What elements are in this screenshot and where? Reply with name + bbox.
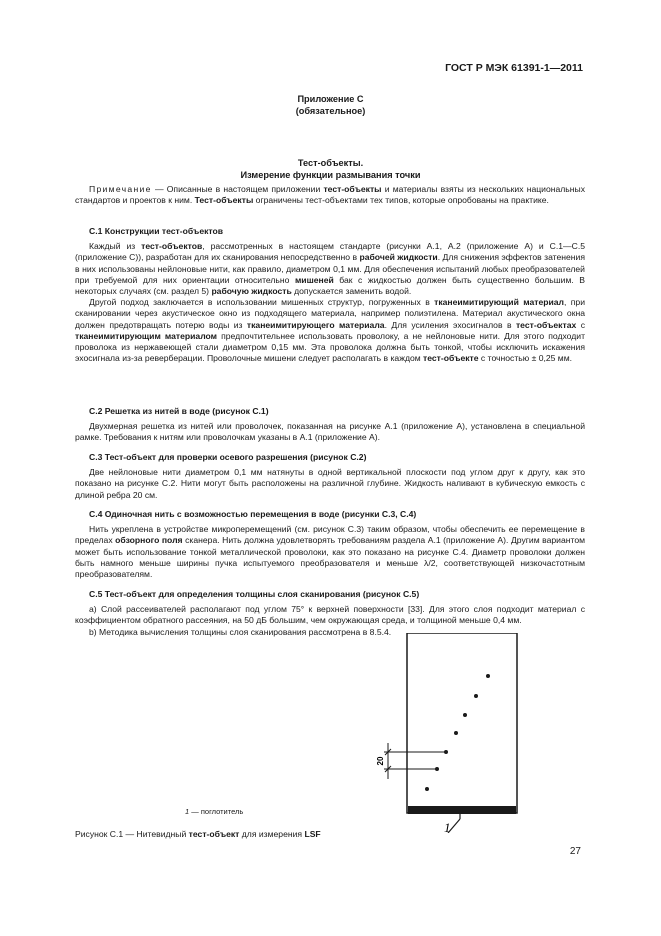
text-run: сканера. Нить должна удовлетворять требованиям раздела А.1 (приложение А). Другим вариантом может быть использование тонкой металлической проволоки, как это показано на рисунке С.4. Диаметр проволоки должен быть намного меньше ширины пучка испытуемого преобразователя и меньше λ/2, соответствующей низкочастотным преобразователям. — [75, 535, 586, 580]
c4-heading: С.4 Одиночная нить с возможностью перемещения в воде (рисунки С.3, С.4) — [89, 509, 417, 519]
term-bold: тест-объекте — [423, 353, 479, 364]
page-number: 27 — [569, 846, 581, 857]
term-bold: тест-объекты — [323, 184, 382, 194]
tank-outline — [407, 633, 517, 813]
caption-term: тест-объект — [188, 829, 240, 839]
caption-text: Рисунок С.1 — Нитевидный — [75, 829, 189, 839]
text-run: допускается заменить водой. — [291, 286, 412, 297]
term-bold: рабочей жидкости — [359, 252, 438, 263]
text-run: Нить укреплена в устройстве микроперемещений (см. рисунок С.3) таким образом, чтобы обеспечить ее перемещение в пределах — [75, 524, 585, 546]
filament-target — [425, 787, 429, 791]
term-bold: рабочую жидкость — [211, 286, 292, 297]
c1-paragraph-1 — [75, 241, 585, 297]
text-run: , рассмотренных в настоящем стандарте (рисунки А.1, А.2 (приложение А) и С.1—С.5 (приложение С)), разработан для их сканирования непосредственно в — [75, 241, 585, 263]
filament-target — [486, 674, 490, 678]
c2-heading: С.2 Решетка из нитей в воде (рисунок С.1) — [89, 406, 269, 416]
c3-heading: С.3 Тест-объект для проверки осевого разрешения (рисунок С.2) — [89, 452, 367, 462]
text-run: , при сканировании через акустическое окно из подходящего материала, например полиэтилена. Материал акустического окна должен предотвращать потерю воды из — [75, 297, 585, 330]
text-run: бак с жидкостью должен быть существенно большим. В некоторых случаях (см. раздел 5) — [75, 274, 585, 297]
c3-paragraph: Две нейлоновые нити диаметром 0,1 мм натянуты в одной вертикальной плоскости под углом друг к другу, как это показано на рисунке С.2. Нити могут быть расположены на различной глубине. Жидкость наливают в кубическую емкость с длиной ребра 20 см. — [75, 467, 585, 500]
note-label: Примечание — [89, 184, 152, 194]
section-c2 — [75, 406, 585, 444]
section-c4 — [75, 509, 585, 580]
c1-paragraph-2 — [75, 297, 585, 364]
figure-legend — [185, 807, 243, 816]
appendix-subtitle: (обязательное) — [295, 106, 366, 116]
section-c5 — [75, 589, 585, 638]
c2-paragraph: Двухмерная решетка из нитей или проволочек, показанная на рисунке А.1 (приложение А), установлена в специальной рамке. Требования к нитям или проволочкам указаны в А.1 (приложение А). — [75, 421, 585, 443]
note-text: — Описанные в настоящем приложении — [151, 184, 324, 194]
filament-target — [463, 713, 467, 717]
filament-target — [474, 694, 478, 698]
dimension-label: 20 — [376, 756, 385, 766]
term-bold: тест-объектах — [515, 319, 577, 330]
c1-heading: С.1 Конструкции тест-объектов — [89, 226, 224, 236]
section-title-line2: Измерение функции размывания точки — [240, 170, 421, 180]
c4-paragraph — [75, 524, 585, 580]
c5-item-a: а) Слой рассеивателей располагают под углом 75° к верхней поверхности [33]. Для этого слоя подходит материал с коэффициентом обратного рассеяния, на 50 дБ большим, чем окружающая среда, и толщиной меньше 0,4 мм. — [75, 604, 585, 626]
c5-item-b: b) Методика вычисления толщины слоя сканирования рассмотрена в 8.5.4. — [89, 626, 392, 637]
appendix-title: Приложение С — [297, 94, 364, 104]
text-run: с точностью ± 0,25 мм. — [478, 353, 573, 364]
text-run: . Для снижения эффектов затенения в них использованы нейлоновые нити, как правило, диаметром 0,1 мм. Для обеспечения испытаний любых преобразователей при требуемой для них ориентации относительно — [75, 252, 585, 285]
term-bold: Тест-объекты — [194, 195, 254, 206]
section-c3 — [75, 452, 585, 501]
standard-designation: ГОСТ Р МЭК 61391-1—2011 — [445, 62, 583, 74]
term-bold: тканеимитирующим материалом — [75, 330, 218, 341]
term-bold: мишеней — [294, 274, 334, 285]
legend-text: — поглотитель — [189, 807, 244, 816]
c5-heading: С.5 Тест-объект для определения толщины слоя сканирования (рисунок С.5) — [89, 589, 420, 599]
absorber-layer — [408, 806, 516, 814]
callout-number: 1 — [444, 820, 451, 833]
note-text: и материалы взяты из нескольких национальных стандартов и проектов к ним. — [75, 184, 585, 206]
term-bold: тканеимитирующего материала — [246, 319, 385, 330]
section-title-line1: Тест-объекты. — [297, 158, 364, 168]
caption-text: для измерения — [239, 829, 305, 839]
figure-c1-drawing — [360, 633, 520, 833]
section-c1 — [75, 226, 585, 364]
text-run: с — [576, 319, 585, 330]
term-bold: обзорного поля — [115, 535, 183, 546]
figure-caption — [75, 829, 321, 839]
note-paragraph — [75, 184, 585, 206]
term-bold: тест-объектов — [141, 241, 203, 252]
text-run: . Для усиления эхосигналов в — [384, 319, 516, 330]
term-bold: тканеимитирующий материал — [434, 297, 565, 308]
note-text: ограничены тест-объектами тех типов, которые опробованы на практике. — [253, 195, 549, 206]
text-run: Другой подход заключается в использовании мишенных структур, погруженных в — [89, 297, 435, 308]
text-run: Каждый из — [89, 241, 142, 252]
note-block — [75, 184, 585, 206]
caption-term: LSF — [304, 829, 321, 839]
text-run: предпочтительнее использовать проволоку, а не нейлоновые нити. Для этого подходит проволока из нержавеющей стали диаметром 0,15 мм. Эта проволока должна быть тонкой, чтобы исключить искажения эхосигнала из-за реверберации. Проволочные мишени следует располагать в каждом — [75, 330, 586, 364]
filament-target — [454, 731, 458, 735]
legend-number: 1 — [185, 807, 190, 816]
